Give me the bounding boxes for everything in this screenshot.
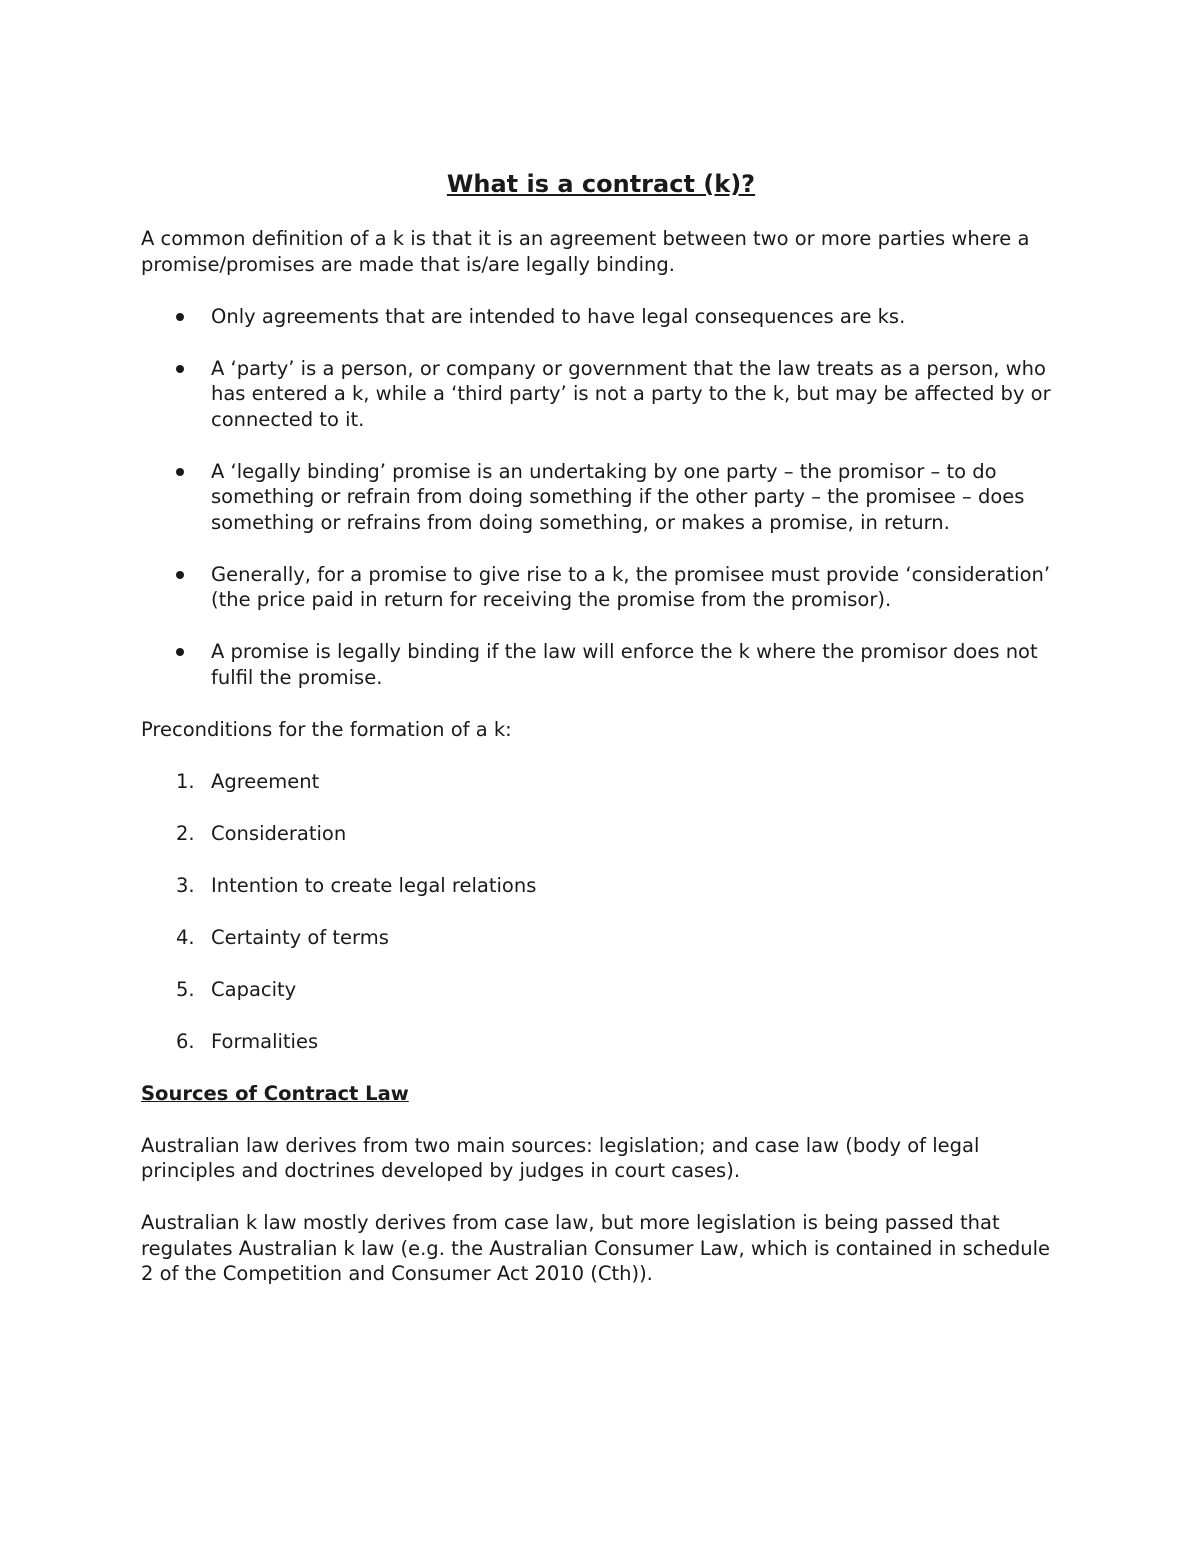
list-number: 1. xyxy=(176,769,195,793)
sources-paragraph: Australian law derives from two main sources: legislation; and case law (body of legal principles and doctrines developed by judges in court cases). xyxy=(141,1133,980,1182)
bullet-icon xyxy=(176,571,184,579)
bullet-text: A promise is legally binding if the law will enforce the k where the promisor does not fulfil the promise. xyxy=(211,640,1038,689)
list-item xyxy=(141,769,1061,795)
bullet-text: A ‘party’ is a person, or company or government that the law treats as a person, who has entered a k, while a ‘third party’ is not a party to the k, but may be affected by or connected to it. xyxy=(211,356,1051,431)
intro-paragraph: A common definition of a k is that it is an agreement between two or more parties where a promise/promises are made that is/are legally binding. xyxy=(141,227,1030,276)
list-item-text: Formalities xyxy=(211,1029,319,1053)
list-number: 5. xyxy=(176,977,195,1001)
list-number: 4. xyxy=(176,925,195,949)
list-item-text: Certainty of terms xyxy=(211,925,389,949)
bullet-icon xyxy=(176,365,184,373)
list-item xyxy=(141,821,1061,847)
preconditions-list xyxy=(141,769,1061,1055)
bullet-item xyxy=(141,639,1061,690)
preconditions-intro: Preconditions for the formation of a k: xyxy=(141,717,512,741)
list-item-text: Intention to create legal relations xyxy=(211,873,537,897)
list-item xyxy=(141,977,1061,1003)
list-number: 2. xyxy=(176,821,195,845)
bullet-text: Generally, for a promise to give rise to a k, the promisee must provide ‘consideration’ (the price paid in return for receiving the promise from the promisor). xyxy=(211,562,1051,611)
bullet-icon xyxy=(176,313,184,321)
list-number: 3. xyxy=(176,873,195,897)
list-item-text: Agreement xyxy=(211,769,320,793)
bullet-item xyxy=(141,459,1061,536)
list-item-text: Consideration xyxy=(211,821,347,845)
definition-bullet-list xyxy=(141,304,1061,691)
list-item xyxy=(141,873,1061,899)
bullet-item xyxy=(141,304,1061,330)
document-title: What is a contract (k)? xyxy=(446,170,756,198)
bullet-item xyxy=(141,562,1061,613)
section-heading: Sources of Contract Law xyxy=(141,1081,409,1105)
document-page xyxy=(141,168,1061,1313)
bullet-text: Only agreements that are intended to have legal consequences are ks. xyxy=(211,304,906,328)
bullet-icon xyxy=(176,468,184,476)
sources-paragraph: Australian k law mostly derives from case law, but more legislation is being passed that regulates Australian k law (e.g. the Australian Consumer Law, which is contained in schedule 2 of the Competition and Consumer Act 2010 (Cth)). xyxy=(141,1211,1050,1285)
list-number: 6. xyxy=(176,1029,195,1053)
bullet-icon xyxy=(176,648,184,656)
bullet-item xyxy=(141,356,1061,433)
list-item xyxy=(141,925,1061,951)
list-item xyxy=(141,1029,1061,1055)
list-item-text: Capacity xyxy=(211,977,297,1001)
bullet-text: A ‘legally binding’ promise is an undertaking by one party – the promisor – to do something or refrain from doing something if the other party – the promisee – does something or refrains from doing something, or makes a promise, in return. xyxy=(211,459,1025,534)
